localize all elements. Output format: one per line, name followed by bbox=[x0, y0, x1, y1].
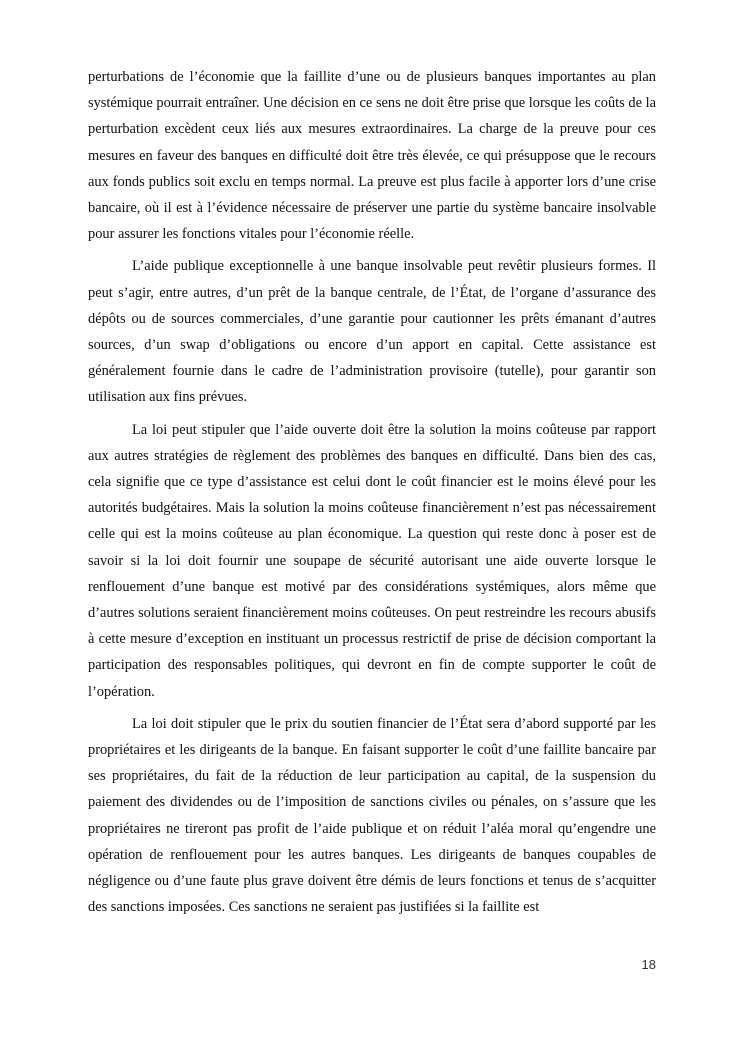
paragraph-4: La loi doit stipuler que le prix du soutien financier de l’État sera d’abord supporté par les propriétaires et les dirigeants de la banque. En faisant supporter le coût d’une faillite bancaire par ses propriétaires, du fait de la réduction de leur participation au capital, de la suspension du paiement des dividendes ou de l’imposition de sanctions civiles ou pénales, on s’assure que les propriétaires ne tireront pas profit de l’aide publique et on réduit l’aléa moral qu’engendre une opération de renflouement pour les autres banques. Les dirigeants de banques coupables de négligence ou d’une faute plus grave doivent être démis de leurs fonctions et tenus de s’acquitter des sanctions imposées. Ces sanctions ne seraient pas justifiées si la faillite est bbox=[88, 715, 656, 916]
body-text bbox=[88, 64, 656, 927]
paragraph-3: La loi peut stipuler que l’aide ouverte doit être la solution la moins coûteuse par rapport aux autres stratégies de règlement des problèmes des banques en difficulté. Dans bien des cas, cela signifie que ce type d’assistance est celui dont le coût financier est le moins élevé pour les autorités budgétaires. Mais la solution la moins coûteuse financièrement n’est pas nécessairement celle qui est la moins coûteuse au plan économique. La question qui reste donc à poser est de savoir si la loi doit fournir une soupape de sécurité autorisant une aide ouverte lorsque le renflouement d’une banque est motivé par des considérations systémiques, alors même que d’autres solutions seraient financièrement moins coûteuses. On peut restreindre les recours abusifs à cette mesure d’exception en instituant un processus restrictif de prise de décision comportant la participation des responsables politiques, qui devront en fin de compte supporter le coût de l’opération. bbox=[88, 421, 656, 700]
page-number: 18 bbox=[641, 957, 656, 972]
paragraph-2: L’aide publique exceptionnelle à une banque insolvable peut revêtir plusieurs formes. Il peut s’agir, entre autres, d’un prêt de la banque centrale, de l’État, de l’organe d’assurance des dépôts ou de sources commerciales, d’une garantie pour cautionner les prêts émanant d’autres sources, d’un swap d’obligations ou encore d’un apport en capital. Cette assistance est généralement fournie dans le cadre de l’administration provisoire (tutelle), pour garantir son utilisation aux fins prévues. bbox=[88, 258, 656, 406]
paragraph-1: perturbations de l’économie que la faillite d’une ou de plusieurs banques importantes au plan systémique pourrait entraîner. Une décision en ce sens ne doit être prise que lorsque les coûts de la perturbation excèdent ceux liés aux mesures extraordinaires. La charge de la preuve pour ces mesures en faveur des banques en difficulté doit être très élevée, ce qui présuppose que le recours aux fonds publics soit exclu en temps normal. La preuve est plus facile à apporter lors d’une crise bancaire, où il est à l’évidence nécessaire de préserver une partie du système bancaire insolvable pour assurer les fonctions vitales pour l’économie réelle. bbox=[88, 69, 656, 243]
